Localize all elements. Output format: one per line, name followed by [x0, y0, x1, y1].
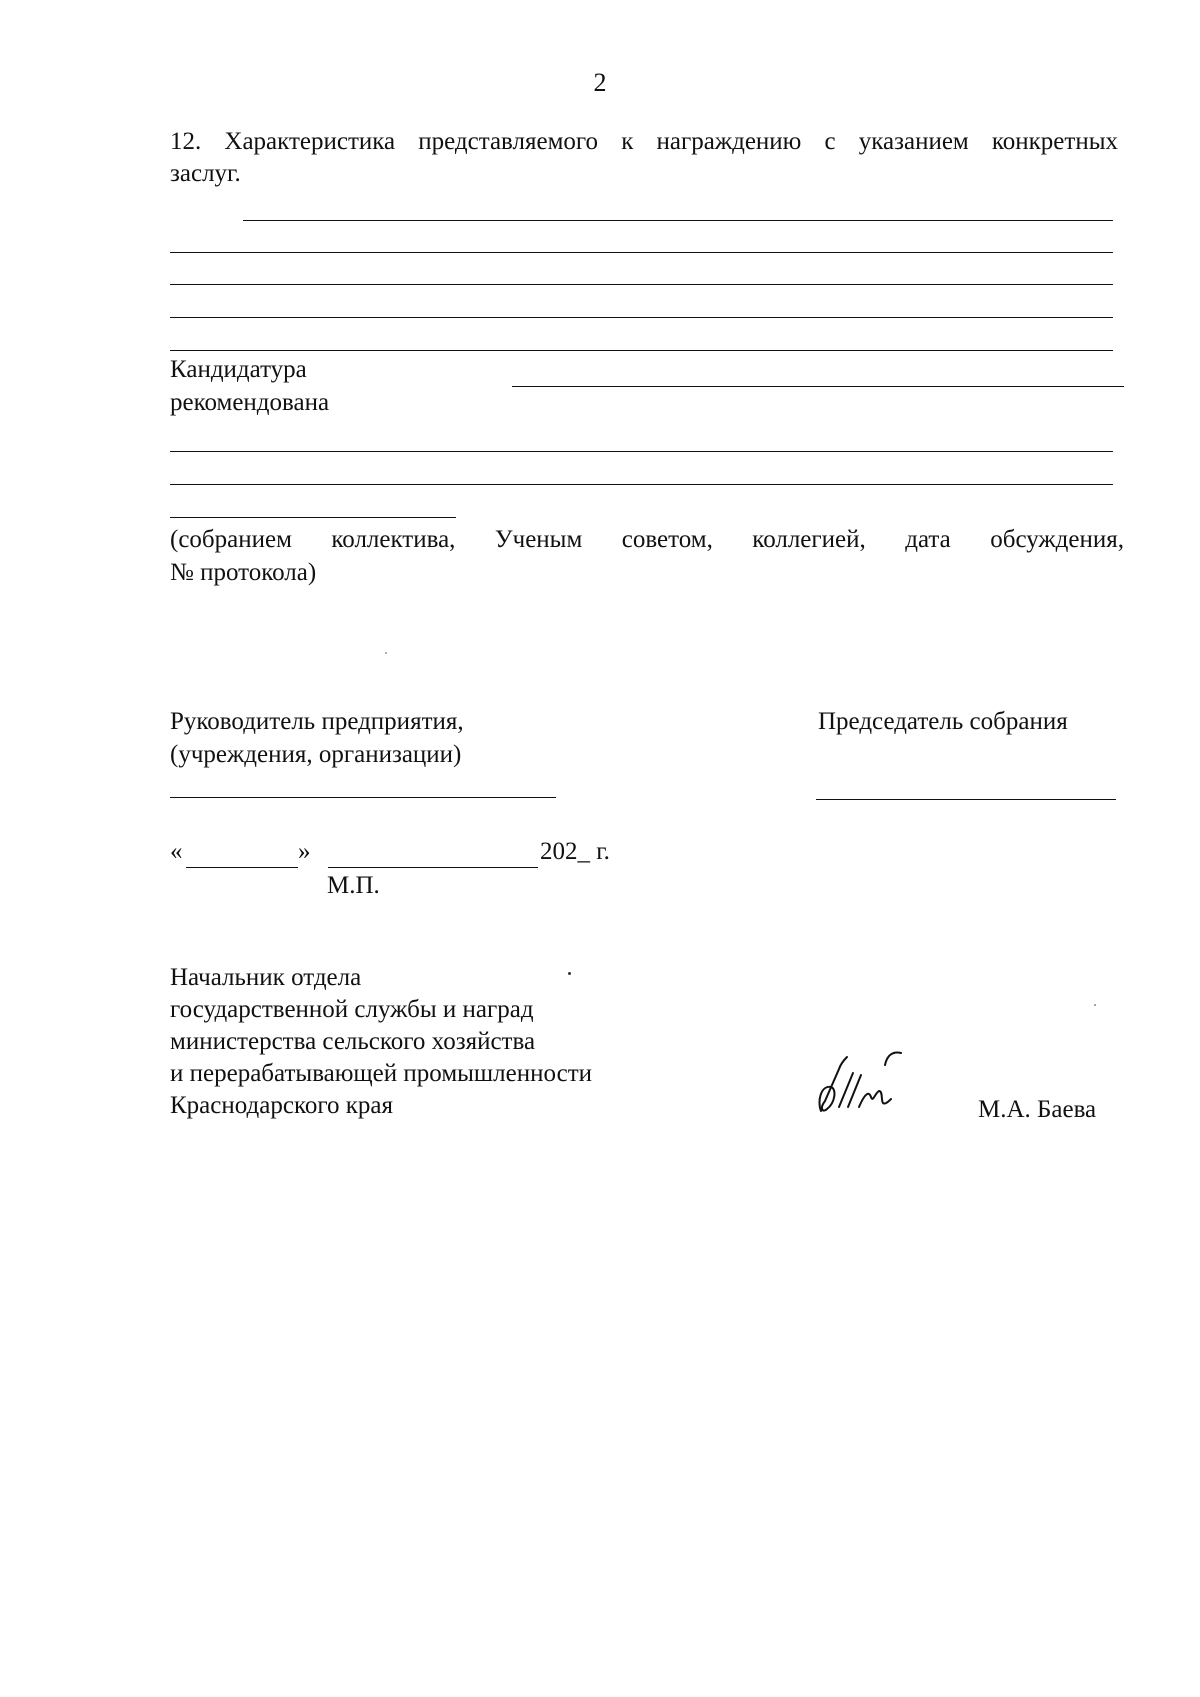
candidacy-blank-line[interactable]	[170, 451, 1113, 452]
characteristics-blank-line[interactable]	[243, 220, 1113, 221]
date-month-blank[interactable]	[328, 867, 538, 868]
candidacy-blank-line-short[interactable]	[170, 517, 456, 518]
department-head-line5: Краснодарского края	[170, 1092, 393, 1119]
characteristics-blank-line[interactable]	[170, 350, 1113, 351]
date-year: 202_ г.	[540, 838, 610, 865]
handwritten-signature	[815, 1045, 915, 1125]
characteristics-blank-line[interactable]	[170, 317, 1113, 318]
meeting-chair-label: Председатель собрания	[818, 708, 1068, 735]
characteristics-blank-line[interactable]	[170, 284, 1113, 285]
stamp-place-label: М.П.	[327, 872, 380, 899]
characteristics-blank-line[interactable]	[170, 252, 1113, 253]
scan-speck	[385, 652, 387, 654]
date-open-quote: «	[170, 838, 183, 865]
scan-speck	[568, 972, 571, 975]
date-close-quote: »	[298, 838, 311, 865]
department-head-name: М.А. Баева	[978, 1096, 1097, 1123]
candidacy-label-line1: Кандидатура	[170, 356, 307, 383]
candidacy-blank-line[interactable]	[512, 386, 1124, 387]
head-of-enterprise-line2: (учреждения, организации)	[170, 741, 462, 768]
section-12-heading-line1: 12. Характеристика представляемого к награждению с указанием конкретных	[170, 128, 1118, 155]
head-of-enterprise-line1: Руководитель предприятия,	[170, 708, 464, 735]
department-head-line3: министерства сельского хозяйства	[170, 1028, 536, 1055]
section-12-heading-line2: заслуг.	[170, 160, 241, 187]
recommended-by-note-line1: (собранием коллектива, Ученым советом, коллегией, дата обсуждения,	[170, 526, 1124, 553]
department-head-line1: Начальник отдела	[170, 964, 362, 991]
recommended-by-note-line2: № протокола)	[170, 559, 317, 586]
department-head-line4: и перерабатывающей промышленности	[170, 1060, 593, 1087]
chair-signature-line[interactable]	[816, 799, 1116, 800]
scan-speck	[1094, 1004, 1096, 1006]
candidacy-label-line2: рекомендована	[170, 389, 330, 416]
head-signature-line[interactable]	[170, 797, 556, 798]
date-day-blank[interactable]	[186, 867, 298, 868]
department-head-line2: государственной службы и наград	[170, 996, 534, 1023]
candidacy-blank-line[interactable]	[170, 484, 1113, 485]
page-number: 2	[593, 68, 607, 97]
